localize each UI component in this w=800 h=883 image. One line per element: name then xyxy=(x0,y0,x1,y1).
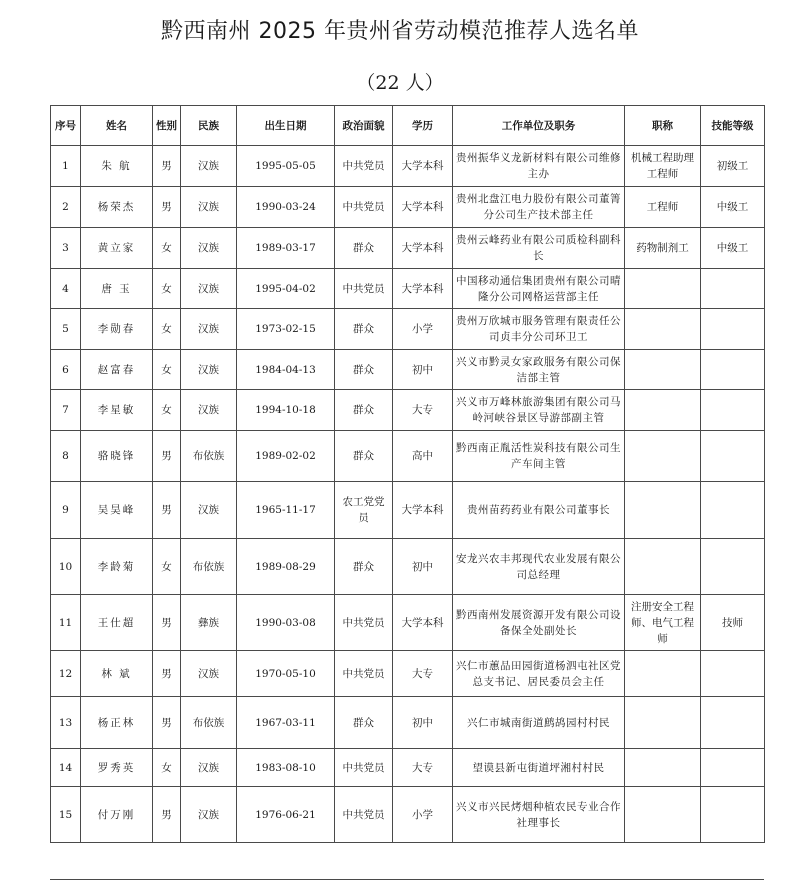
table-row xyxy=(51,431,765,482)
cell-skill xyxy=(701,431,765,482)
cell-ethnicity: 汉族 xyxy=(181,749,237,787)
cell-name: 杨荣杰 xyxy=(81,187,153,228)
cell-politics: 群众 xyxy=(335,539,393,595)
cell-ethnicity: 汉族 xyxy=(181,350,237,390)
cell-title: 注册安全工程师、电气工程师 xyxy=(625,595,701,651)
cell-title xyxy=(625,309,701,350)
cell-ethnicity: 汉族 xyxy=(181,482,237,539)
page-subtitle: （22 人） xyxy=(356,72,444,94)
cell-gender: 女 xyxy=(153,350,181,390)
cell-unit: 兴义市兴民烤烟种植农民专业合作社理事长 xyxy=(453,787,625,843)
cell-gender: 男 xyxy=(153,187,181,228)
cell-seq: 7 xyxy=(51,390,81,431)
cell-dob: 1990-03-24 xyxy=(237,187,335,228)
table-row xyxy=(51,309,765,350)
header-title: 职称 xyxy=(625,106,701,146)
cell-name: 骆晓锋 xyxy=(81,431,153,482)
cell-ethnicity: 汉族 xyxy=(181,651,237,697)
cell-gender: 女 xyxy=(153,539,181,595)
cell-name: 唐 玉 xyxy=(81,269,153,309)
cell-dob: 1967-03-11 xyxy=(237,697,335,749)
cell-education: 大专 xyxy=(393,390,453,431)
cell-politics: 中共党员 xyxy=(335,269,393,309)
table-row xyxy=(51,269,765,309)
cell-unit: 贵州万欣城市服务管理有限责任公司贞丰分公司环卫工 xyxy=(453,309,625,350)
cell-unit: 黔西南正胤活性炭科技有限公司生产车间主管 xyxy=(453,431,625,482)
cell-gender: 男 xyxy=(153,651,181,697)
cell-name: 罗秀英 xyxy=(81,749,153,787)
cell-education: 大学本科 xyxy=(393,482,453,539)
cell-seq: 12 xyxy=(51,651,81,697)
table-row xyxy=(51,651,765,697)
cell-name: 黄立家 xyxy=(81,228,153,269)
cell-education: 初中 xyxy=(393,350,453,390)
cell-title xyxy=(625,539,701,595)
table-bottom-edge xyxy=(50,879,764,880)
cell-title xyxy=(625,269,701,309)
cell-title xyxy=(625,749,701,787)
cell-dob: 1989-03-17 xyxy=(237,228,335,269)
cell-dob: 1989-02-02 xyxy=(237,431,335,482)
cell-politics: 群众 xyxy=(335,697,393,749)
cell-politics: 中共党员 xyxy=(335,146,393,187)
cell-seq: 14 xyxy=(51,749,81,787)
cell-name: 林 斌 xyxy=(81,651,153,697)
cell-education: 大专 xyxy=(393,651,453,697)
cell-skill: 中级工 xyxy=(701,228,765,269)
cell-education: 初中 xyxy=(393,539,453,595)
cell-gender: 男 xyxy=(153,787,181,843)
cell-skill xyxy=(701,350,765,390)
cell-politics: 群众 xyxy=(335,309,393,350)
cell-education: 大学本科 xyxy=(393,595,453,651)
cell-dob: 1983-08-10 xyxy=(237,749,335,787)
cell-gender: 男 xyxy=(153,482,181,539)
cell-education: 小学 xyxy=(393,787,453,843)
table-row xyxy=(51,390,765,431)
cell-dob: 1995-05-05 xyxy=(237,146,335,187)
cell-dob: 1965-11-17 xyxy=(237,482,335,539)
cell-education: 小学 xyxy=(393,309,453,350)
cell-gender: 女 xyxy=(153,269,181,309)
cell-ethnicity: 布依族 xyxy=(181,431,237,482)
cell-title xyxy=(625,697,701,749)
nominee-table xyxy=(50,105,765,843)
cell-dob: 1990-03-08 xyxy=(237,595,335,651)
cell-seq: 15 xyxy=(51,787,81,843)
table-row xyxy=(51,482,765,539)
cell-seq: 2 xyxy=(51,187,81,228)
cell-politics: 中共党员 xyxy=(335,651,393,697)
cell-ethnicity: 汉族 xyxy=(181,228,237,269)
cell-ethnicity: 汉族 xyxy=(181,187,237,228)
table-row xyxy=(51,697,765,749)
header-name: 姓名 xyxy=(81,106,153,146)
cell-skill: 初级工 xyxy=(701,146,765,187)
cell-education: 大学本科 xyxy=(393,269,453,309)
cell-unit: 安龙兴农丰邦现代农业发展有限公司总经理 xyxy=(453,539,625,595)
cell-unit: 望谟县新屯街道坪湘村村民 xyxy=(453,749,625,787)
cell-gender: 男 xyxy=(153,146,181,187)
cell-title: 药物制剂工 xyxy=(625,228,701,269)
header-unit: 工作单位及职务 xyxy=(453,106,625,146)
cell-name: 杨正林 xyxy=(81,697,153,749)
cell-politics: 群众 xyxy=(335,431,393,482)
cell-ethnicity: 汉族 xyxy=(181,146,237,187)
cell-seq: 3 xyxy=(51,228,81,269)
cell-skill xyxy=(701,651,765,697)
cell-seq: 4 xyxy=(51,269,81,309)
cell-gender: 女 xyxy=(153,309,181,350)
cell-politics: 农工党党员 xyxy=(335,482,393,539)
cell-title xyxy=(625,482,701,539)
cell-name: 付万刚 xyxy=(81,787,153,843)
cell-gender: 女 xyxy=(153,228,181,269)
table-row xyxy=(51,539,765,595)
cell-name: 赵富春 xyxy=(81,350,153,390)
cell-dob: 1984-04-13 xyxy=(237,350,335,390)
header-dob: 出生日期 xyxy=(237,106,335,146)
cell-name: 王仕超 xyxy=(81,595,153,651)
table-row xyxy=(51,749,765,787)
cell-unit: 贵州北盘江电力股份有限公司董箐分公司生产技术部主任 xyxy=(453,187,625,228)
cell-skill xyxy=(701,697,765,749)
cell-ethnicity: 汉族 xyxy=(181,269,237,309)
cell-unit: 兴义市万峰林旅游集团有限公司马岭河峡谷景区导游部副主管 xyxy=(453,390,625,431)
cell-seq: 9 xyxy=(51,482,81,539)
header-education: 学历 xyxy=(393,106,453,146)
cell-title xyxy=(625,431,701,482)
cell-education: 大学本科 xyxy=(393,228,453,269)
cell-title xyxy=(625,390,701,431)
cell-education: 大学本科 xyxy=(393,187,453,228)
cell-unit: 贵州云峰药业有限公司质检科副科长 xyxy=(453,228,625,269)
cell-title xyxy=(625,350,701,390)
cell-skill: 中级工 xyxy=(701,187,765,228)
cell-gender: 女 xyxy=(153,749,181,787)
cell-education: 大学本科 xyxy=(393,146,453,187)
cell-skill xyxy=(701,787,765,843)
cell-ethnicity: 布依族 xyxy=(181,697,237,749)
cell-dob: 1994-10-18 xyxy=(237,390,335,431)
cell-ethnicity: 彝族 xyxy=(181,595,237,651)
cell-gender: 男 xyxy=(153,595,181,651)
cell-ethnicity: 汉族 xyxy=(181,787,237,843)
cell-politics: 中共党员 xyxy=(335,787,393,843)
table-row xyxy=(51,187,765,228)
table-row xyxy=(51,350,765,390)
cell-unit: 兴义市黔灵女家政服务有限公司保洁部主管 xyxy=(453,350,625,390)
table-row xyxy=(51,146,765,187)
cell-skill xyxy=(701,269,765,309)
cell-name: 李星敏 xyxy=(81,390,153,431)
header-politics: 政治面貌 xyxy=(335,106,393,146)
cell-title: 工程师 xyxy=(625,187,701,228)
cell-skill xyxy=(701,482,765,539)
cell-gender: 男 xyxy=(153,697,181,749)
cell-seq: 5 xyxy=(51,309,81,350)
cell-title xyxy=(625,787,701,843)
table-row xyxy=(51,787,765,843)
cell-ethnicity: 汉族 xyxy=(181,390,237,431)
cell-name: 朱 航 xyxy=(81,146,153,187)
cell-politics: 群众 xyxy=(335,390,393,431)
cell-seq: 6 xyxy=(51,350,81,390)
header-seq: 序号 xyxy=(51,106,81,146)
cell-dob: 1989-08-29 xyxy=(237,539,335,595)
cell-politics: 中共党员 xyxy=(335,749,393,787)
cell-seq: 1 xyxy=(51,146,81,187)
cell-politics: 中共党员 xyxy=(335,187,393,228)
cell-dob: 1973-02-15 xyxy=(237,309,335,350)
cell-seq: 10 xyxy=(51,539,81,595)
cell-ethnicity: 布依族 xyxy=(181,539,237,595)
cell-seq: 8 xyxy=(51,431,81,482)
cell-education: 大专 xyxy=(393,749,453,787)
table-row xyxy=(51,595,765,651)
cell-unit: 黔西南州发展资源开发有限公司设备保全处副处长 xyxy=(453,595,625,651)
header-skill: 技能等级 xyxy=(701,106,765,146)
cell-unit: 贵州苗药药业有限公司董事长 xyxy=(453,482,625,539)
cell-unit: 兴仁市蕙品田园街道杨泗屯社区党总支书记、居民委员会主任 xyxy=(453,651,625,697)
table-row xyxy=(51,228,765,269)
cell-title xyxy=(625,651,701,697)
page-title: 黔西南州 2025 年贵州省劳动模范推荐人选名单 xyxy=(161,19,639,44)
cell-unit: 贵州振华义龙新材料有限公司维修主办 xyxy=(453,146,625,187)
cell-seq: 13 xyxy=(51,697,81,749)
table-body xyxy=(51,146,765,843)
cell-politics: 群众 xyxy=(335,228,393,269)
cell-skill: 技师 xyxy=(701,595,765,651)
header-ethnicity: 民族 xyxy=(181,106,237,146)
cell-skill xyxy=(701,309,765,350)
cell-dob: 1995-04-02 xyxy=(237,269,335,309)
cell-seq: 11 xyxy=(51,595,81,651)
cell-name: 李勋春 xyxy=(81,309,153,350)
cell-gender: 男 xyxy=(153,431,181,482)
cell-skill xyxy=(701,390,765,431)
cell-dob: 1976-06-21 xyxy=(237,787,335,843)
cell-education: 初中 xyxy=(393,697,453,749)
cell-name: 李龄菊 xyxy=(81,539,153,595)
cell-politics: 中共党员 xyxy=(335,595,393,651)
cell-dob: 1970-05-10 xyxy=(237,651,335,697)
cell-unit: 兴仁市城南街道鹧鸪园村村民 xyxy=(453,697,625,749)
cell-politics: 群众 xyxy=(335,350,393,390)
cell-education: 高中 xyxy=(393,431,453,482)
cell-name: 吴昊峰 xyxy=(81,482,153,539)
table-header-row xyxy=(51,106,765,146)
cell-title: 机械工程助理工程师 xyxy=(625,146,701,187)
cell-ethnicity: 汉族 xyxy=(181,309,237,350)
cell-skill xyxy=(701,749,765,787)
cell-gender: 女 xyxy=(153,390,181,431)
header-gender: 性别 xyxy=(153,106,181,146)
cell-skill xyxy=(701,539,765,595)
cell-unit: 中国移动通信集团贵州有限公司晴隆分公司网格运营部主任 xyxy=(453,269,625,309)
